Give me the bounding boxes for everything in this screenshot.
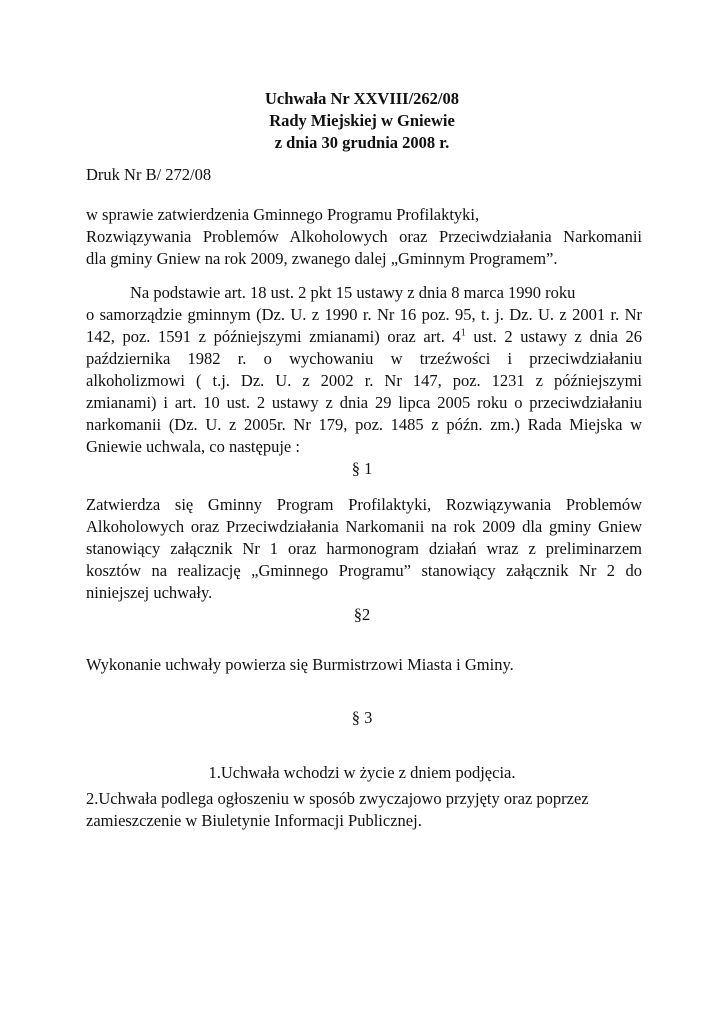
basis-line bbox=[86, 326, 642, 348]
basis-line-part: ust. 2 ustawy z dnia 26 bbox=[465, 327, 642, 346]
basis-line: zmianami) i art. 10 ust. 2 ustawy z dnia 29 lipca 2005 roku o przeciwdziałaniu bbox=[86, 393, 642, 412]
section-2-text: Wykonanie uchwały powierza się Burmistrzowi Miasta i Gminy. bbox=[86, 655, 514, 674]
print-number: Druk Nr B/ 272/08 bbox=[86, 165, 212, 184]
section-3-mark: § 3 bbox=[351, 708, 373, 727]
basis-line: narkomanii (Dz. U. z 2005r. Nr 179, poz. 1485 z późn. zm.) Rada Miejska w bbox=[86, 415, 642, 434]
resolution-subject bbox=[86, 204, 642, 270]
section-1-mark: § 1 bbox=[351, 459, 373, 478]
section-1-line: kosztów na realizację „Gminnego Programu” stanowiący załącznik Nr 2 do bbox=[86, 561, 642, 580]
basis-line: października 1982 r. o wychowaniu w trzeźwości i przeciwdziałaniu bbox=[86, 349, 642, 368]
section-1-line: stanowiący załącznik Nr 1 oraz harmonogram działań wraz z preliminarzem bbox=[86, 539, 642, 558]
section-1-line: niniejszej uchwały. bbox=[86, 583, 213, 602]
resolution-number: Uchwała Nr XXVIII/262/08 bbox=[264, 89, 460, 108]
section-3-line: zamieszczenie w Biuletynie Informacji Publicznej. bbox=[86, 811, 422, 830]
section-3-line: 2.Uchwała podlega ogłoszeniu w sposób zwyczajowo przyjęty oraz poprzez bbox=[86, 789, 589, 808]
basis-line: Gniewie uchwala, co następuje : bbox=[86, 437, 300, 456]
resolution-header bbox=[0, 88, 724, 154]
subject-line: dla gminy Gniew na rok 2009, zwanego dalej „Gminnym Programem”. bbox=[86, 249, 558, 268]
section-2-mark: §2 bbox=[353, 605, 371, 624]
basis-line: alkoholizmowi ( t.j. Dz. U. z 2002 r. Nr 147, poz. 1231 z późniejszymi bbox=[86, 371, 642, 390]
section-3-point-1: 1.Uchwała wchodzi w życie z dniem podjęcia. bbox=[208, 763, 516, 782]
resolution-date: z dnia 30 grudnia 2008 r. bbox=[274, 133, 450, 152]
council-name: Rady Miejskiej w Gniewie bbox=[269, 111, 455, 130]
section-1-line: Zatwierdza się Gminny Program Profilaktyki, Rozwiązywania Problemów bbox=[86, 495, 642, 514]
subject-line: Rozwiązywania Problemów Alkoholowych oraz Przeciwdziałania Narkomanii bbox=[86, 227, 642, 246]
basis-line: o samorządzie gminnym (Dz. U. z 1990 r. Nr 16 poz. 95, t. j. Dz. U. z 2001 r. Nr bbox=[86, 305, 642, 324]
subject-line: w sprawie zatwierdzenia Gminnego Programu Profilaktyki, bbox=[86, 205, 480, 224]
legal-basis-paragraph bbox=[86, 282, 642, 458]
section-1-line: Alkoholowych oraz Przeciwdziałania Narkomanii na rok 2009 dla gminy Gniew bbox=[86, 517, 642, 536]
section-1-text bbox=[86, 494, 642, 604]
section-3-point-2 bbox=[86, 788, 642, 832]
basis-line-part: 142, poz. 1591 z późniejszymi zmianami) oraz art. 4 bbox=[86, 327, 461, 346]
superscript-marker: 1 bbox=[460, 327, 466, 339]
basis-line: Na podstawie art. 18 ust. 2 pkt 15 ustawy z dnia 8 marca 1990 roku bbox=[130, 283, 576, 302]
